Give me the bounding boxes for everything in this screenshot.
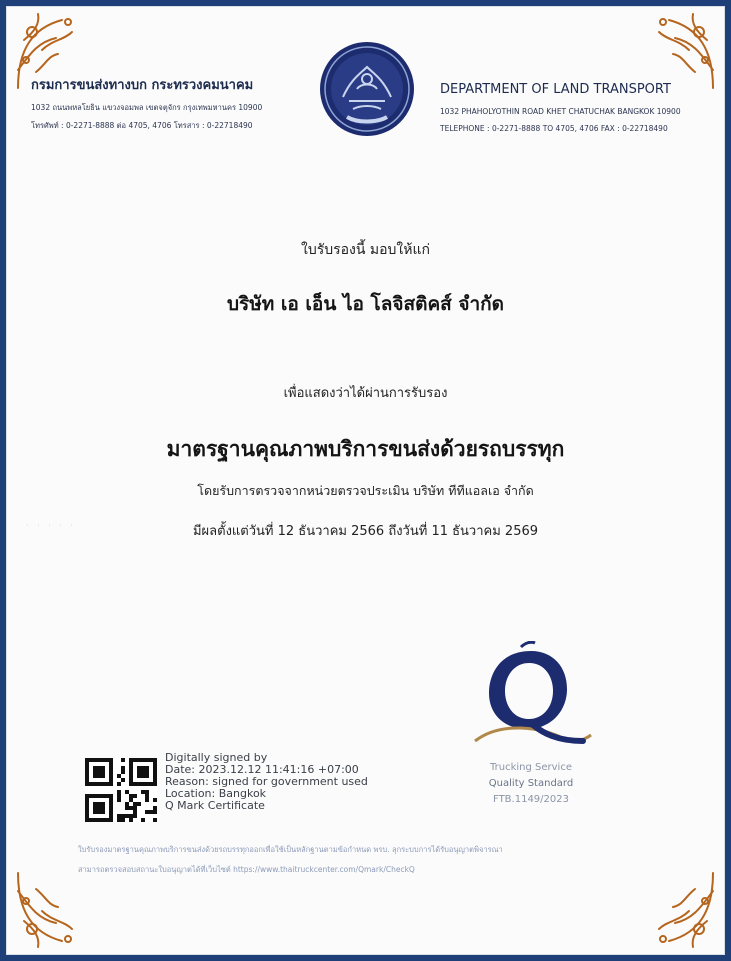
header-thai-address: 1032 ถนนพหลโยธิน แขวงจอมพล เขตจตุจักร กรุงเทพมหานคร 10900 (31, 103, 263, 112)
footer-note: ใบรับรองมาตรฐานคุณภาพบริการขนส่งด้วยรถบรรทุกออกเพื่อใช้เป็นหลักฐานตามข้อกำหนด พรบ. ลุกระบบการได้รับอนุญาตพิจารณา (78, 845, 503, 854)
purpose-label: เพื่อแสดงว่าได้ผ่านการรับรอง (283, 386, 448, 401)
faint-marks: · · · · · (26, 521, 76, 530)
digital-signature-block (165, 752, 368, 812)
signature-line: Reason: signed for government used (165, 775, 368, 788)
signature-line: Date: 2023.12.12 11:41:16 +07:00 (165, 763, 359, 776)
department-seal-icon (317, 39, 417, 139)
q-mark-logo-icon (461, 641, 601, 756)
signature-line: Q Mark Certificate (165, 799, 265, 812)
validity-period: มีผลตั้งแต่วันที่ 12 ธันวาคม 2566 ถึงวันที่ 11 ธันวาคม 2569 (192, 524, 539, 539)
corner-ornament-bottom-right (635, 867, 719, 951)
signature-line: Location: Bangkok (165, 787, 267, 800)
standard-name: มาตรฐานคุณภาพบริการขนส่งด้วยรถบรรทุก (166, 437, 565, 461)
corner-ornament-bottom-left (12, 867, 96, 951)
company-name: บริษัท เอ เอ็น ไอ โลจิสติคส์ จำกัด (226, 293, 505, 315)
header-english-title: DEPARTMENT OF LAND TRANSPORT (440, 82, 671, 97)
q-mark-certificate-number: FTB.1149/2023 (493, 794, 569, 805)
header-thai-phone: โทรศัพท์ : 0-2271-8888 ต่อ 4705, 4706 โทรสาร : 0-22718490 (31, 121, 253, 130)
certificate-page (6, 6, 725, 955)
header-english-phone: TELEPHONE : 0-2271-8888 TO 4705, 4706 FAX : 0-22718490 (440, 124, 668, 133)
awarded-to-label: ใบรับรองนี้ มอบให้แก่ (300, 242, 430, 258)
audited-by: โดยรับการตรวจจากหน่วยตรวจประเมิน บริษัท ทีทีแอลเอ จำกัด (197, 483, 534, 498)
header-english-address: 1032 PHAHOLYOTHIN ROAD KHET CHATUCHAK BANGKOK 10900 (440, 107, 681, 116)
header-thai-title: กรมการขนส่งทางบก กระทรวงคมนาคม (31, 78, 254, 93)
footer-verify-link[interactable]: สามารถตรวจสอบสถานะใบอนุญาตได้ที่เว็บไซต์ https://www.thaitruckcenter.com/Qmark/CheckQ (78, 865, 415, 874)
signature-line: Digitally signed by (165, 751, 268, 764)
q-mark-standard-label: Quality Standard (488, 778, 574, 789)
qr-code-icon (85, 758, 157, 822)
q-mark-service-label: Trucking Service (490, 762, 572, 773)
